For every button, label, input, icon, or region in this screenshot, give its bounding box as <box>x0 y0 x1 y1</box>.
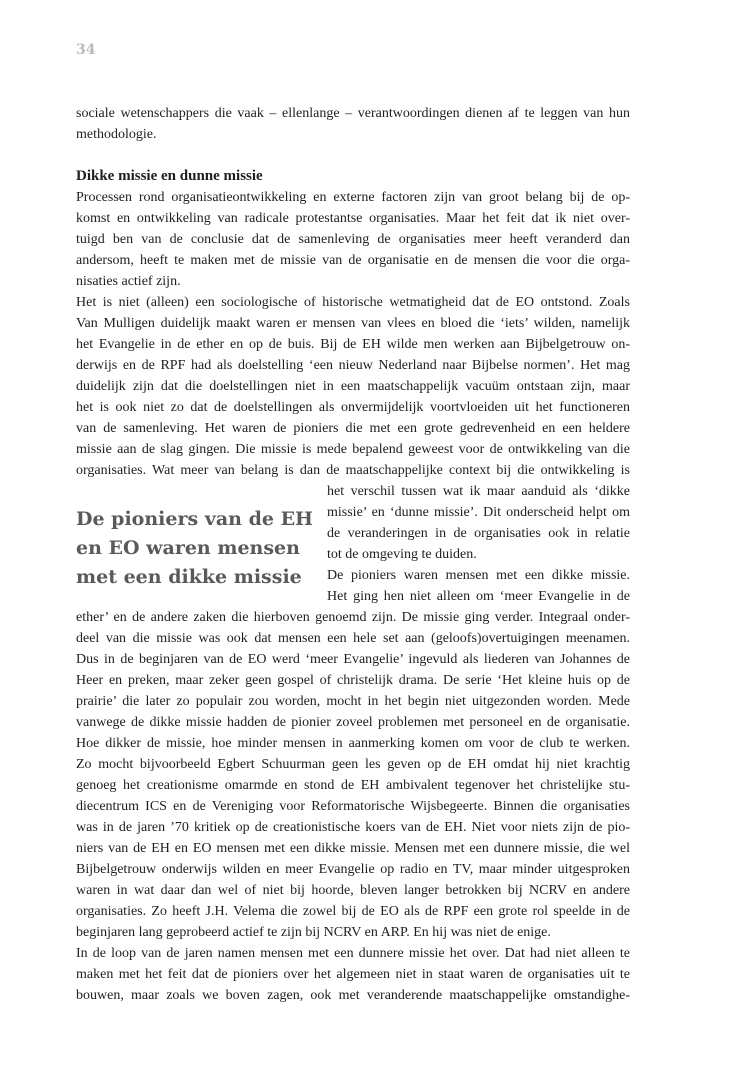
text-line: diecentrum ICS en de Vereniging voor Reformatorische Wijsbegeerte. Binnen die organisaties <box>76 799 630 814</box>
text-line: bouwen, maar zoals we boven zagen, ook met veranderende maatschappelijke omstandighe- <box>76 988 630 1003</box>
text-line: derwijs en de RPF had als doelstelling ‘een nieuw Nederland naar Bijbelse normen’. Het mag <box>76 358 630 373</box>
pull-quote-line: De pioniers van de EH <box>76 508 313 530</box>
text-line: missie’ en ‘dunne missie’. Dit onderscheid helpt om <box>327 505 630 520</box>
text-line: methodologie. <box>76 127 157 142</box>
text-line: tot de omgeving te duiden. <box>327 547 477 562</box>
text-line: Het ging hen niet alleen om ‘meer Evangelie in de <box>327 589 630 604</box>
text-line: De pioniers waren mensen met een dikke missie. <box>327 568 630 583</box>
text-line: organisaties. Wat meer van belang is dan de maatschappelijke context bij die ontwikkeling is <box>76 463 630 478</box>
text-line: Dus in de beginjaren van de EO werd ‘meer Evangelie’ ingevuld als liederen van Johannes de <box>76 652 630 667</box>
text-line: Bijbelgetrouw onderwijs wilden en meer Evangelie op radio en TV, maar minder uitgesproken <box>76 862 630 877</box>
pull-quote <box>76 505 313 592</box>
text-line: Van Mulligen duidelijk maakt waren er mensen van vlees en bloed die ‘iets’ wilden, namelijk <box>76 316 630 331</box>
text-line: ether’ en de andere zaken die hierboven genoemd zijn. De missie ging verder. Integraal onder- <box>76 610 630 625</box>
text-line: deel van die missie was ook dat mensen een hele set aan (geloofs)overtuigingen meenamen. <box>76 631 630 646</box>
text-line: andersom, heeft te maken met de missie van de organisatie en de mensen die voor die orga- <box>76 253 630 268</box>
text-line: was in de jaren ’70 kritiek op de creationistische koers van de EH. Niet voor niets zijn de pio- <box>76 820 630 835</box>
text-line: maken met het feit dat de pioniers over het algemeen niet in staat waren de organisaties uit te <box>76 967 630 982</box>
text-line: het is ook niet zo dat de doelstellingen als onvermijdelijk voortvloeiden uit het functioneren <box>76 400 630 415</box>
text-line: Processen rond organisatieontwikkeling en externe factoren zijn van groot belang bij de op- <box>76 190 630 205</box>
text-line: Hoe dikker de missie, hoe minder mensen in aanmerking komen om voor de club te werken. <box>76 736 630 751</box>
page-number: 34 <box>76 42 96 58</box>
text-line: tuigd ben van de conclusie dat de samenleving de organisaties meer heeft veranderd dan <box>76 232 630 247</box>
pull-quote-line: en EO waren mensen <box>76 537 300 559</box>
text-line: niers van de EH en EO mensen met een dikke missie. Mensen met een dunnere missie, die wel <box>76 841 630 856</box>
pull-quote-line: met een dikke missie <box>76 566 302 588</box>
text-line: sociale wetenschappers die vaak – ellenlange – verantwoordingen dienen af te leggen van hun <box>76 106 630 121</box>
text-line: prairie’ die later zo populair zou worden, mocht in het begin niet uitgezonden worden. Mede <box>76 694 630 709</box>
text-line: organisaties. Zo heeft J.H. Velema die zowel bij de EO als de RPF een grote rol speelde in de <box>76 904 630 919</box>
text-line: beginjaren lang geprobeerd actief te zijn bij NCRV en ARP. En hij was niet de enige. <box>76 925 551 940</box>
text-line: In de loop van de jaren namen mensen met een dunnere missie het over. Dat had niet alleen te <box>76 946 630 961</box>
text-line: vanwege de dikke missie hadden de pionier zoveel problemen met personeel en de organisatie. <box>76 715 630 730</box>
text-line: Het is niet (alleen) een sociologische of historische wetmatigheid dat de EO ontstond. Zoals <box>76 295 630 310</box>
text-line: van de samenleving. Het waren de pioniers die met een grote gedrevenheid en een heldere <box>76 421 630 436</box>
text-line: Heer en preken, maar zeker geen gospel of christelijk drama. De serie ‘Het kleine huis op de <box>76 673 630 688</box>
text-line: het verschil tussen wat ik maar aanduid als ‘dikke <box>327 484 630 499</box>
text-line: de veranderingen in de organisaties ook in relatie <box>327 526 630 541</box>
text-line: missie aan de slag gingen. Die missie is mede bepalend geweest voor de ontwikkeling van die <box>76 442 630 457</box>
text-line: waren in wat daar dan wel of niet bij hoorde, bleven langer betrokken bij NCRV en andere <box>76 883 630 898</box>
section-heading: Dikke missie en dunne missie <box>76 168 263 184</box>
text-line: nisaties actief zijn. <box>76 274 181 289</box>
text-line: komst en ontwikkeling van radicale protestantse organisaties. Maar het feit dat ik niet over- <box>76 211 630 226</box>
text-line: Zo mocht bijvoorbeeld Egbert Schuurman geen les geven op de EH omdat hij niet krachtig <box>76 757 630 772</box>
text-line: duidelijk zijn dat die doelstellingen niet in een maatschappelijk vacuüm ontstaan zijn, maar <box>76 379 630 394</box>
text-line: genoeg het creationisme omarmde en stond de EH ambivalent tegenover het christelijke stu- <box>76 778 630 793</box>
text-line: het Evangelie in de ether en op de buis. Bij de EH wilde men werken aan Bijbelgetrouw on- <box>76 337 630 352</box>
